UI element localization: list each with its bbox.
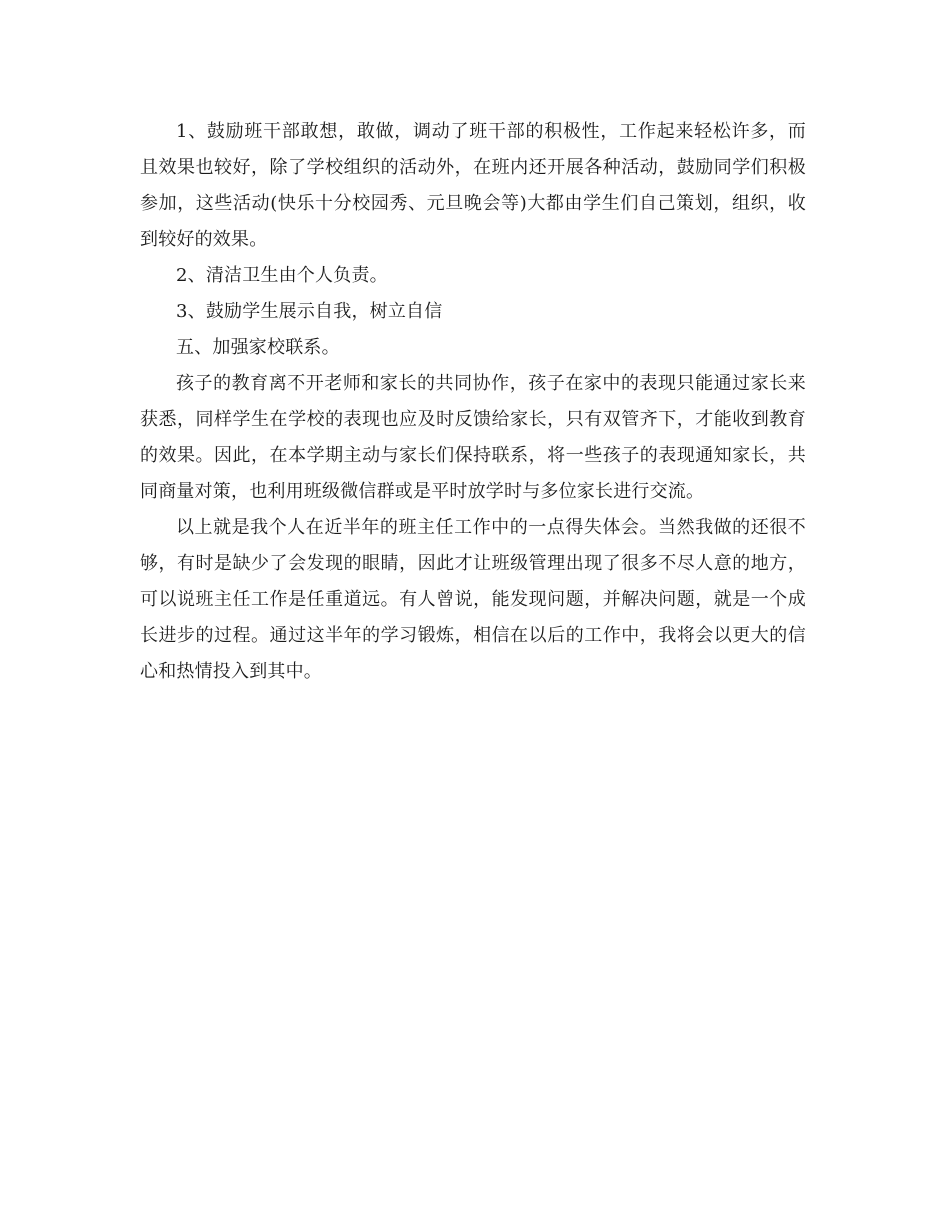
section-heading-home-school: 五、加强家校联系。	[176, 337, 340, 358]
paragraph-class-cadre-encouragement: 1、鼓励班干部敢想，敢做，调动了班干部的积极性，工作起来轻松许多，而且效果也较好，除了学校组织的活动外，在班内还开展各种活动，鼓励同学们积极参加，这些活动(快乐十分校园秀、元旦晚会等)大都由学生们自己策划，组织，收到较好的效果。	[140, 121, 806, 250]
document-body	[140, 114, 806, 690]
paragraph-parent-cooperation: 孩子的教育离不开老师和家长的共同协作，孩子在家中的表现只能通过家长来获悉，同样学生在学校的表现也应及时反馈给家长，只有双管齐下，才能收到教育的效果。因此，在本学期主动与家长们保持联系，将一些孩子的表现通知家长，共同商量对策，也利用班级微信群或是平时放学时与多位家长进行交流。	[140, 373, 806, 502]
paragraph-conclusion: 以上就是我个人在近半年的班主任工作中的一点得失体会。当然我做的还很不够，有时是缺少了会发现的眼睛，因此才让班级管理出现了很多不尽人意的地方，可以说班主任工作是任重道远。有人曾说，能发现问题，并解决问题，就是一个成长进步的过程。通过这半年的学习锻炼，相信在以后的工作中，我将会以更大的信心和热情投入到其中。	[140, 517, 806, 682]
paragraph-self-confidence: 3、鼓励学生展示自我，树立自信	[176, 301, 443, 322]
paragraph-cleaning-duty: 2、清洁卫生由个人负责。	[176, 265, 388, 286]
